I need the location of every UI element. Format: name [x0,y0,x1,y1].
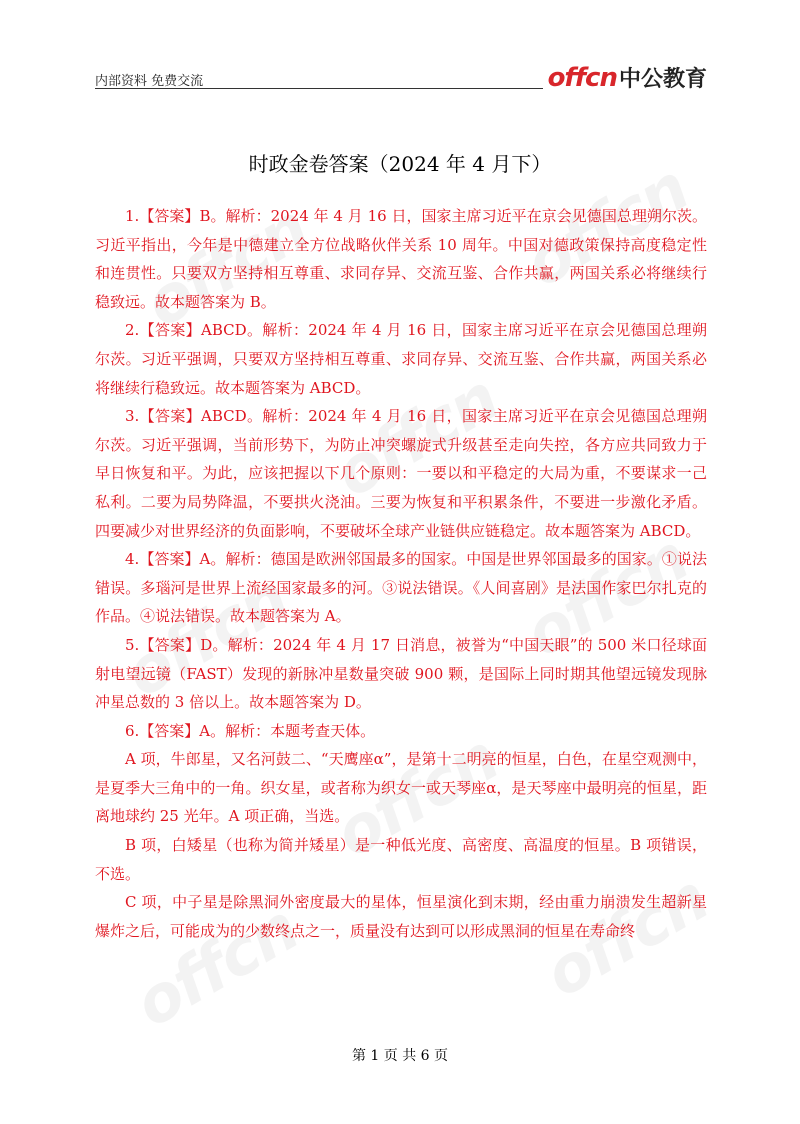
page-number: 第 1 页 共 6 页 [351,1048,449,1064]
answer-paragraph: 3.【答案】ABCD。解析：2024 年 4 月 16 日，国家主席习近平在京会见德国总理朔尔茨。习近平强调，当前形势下，为防止冲突螺旋式升级甚至走向失控，各方应共同致力于早日恢复和平。为此，应该把握以下几个原则：一要以和平稳定的大局为重，不要谋求一己私利。二要为局势降温，不要拱火浇油。三要为恢复和平积累条件，不要进一步激化矛盾。四要减少对世界经济的负面影响，不要破坏全球产业链供应链稳定。故本题答案为 ABCD。 [95,407,707,540]
logo-chinese-text: 中公教育 [618,67,707,92]
answer-paragraph: 1.【答案】B。解析：2024 年 4 月 16 日，国家主席习近平在京会见德国总理朔尔茨。习近平指出，今年是中德建立全方位战略伙伴关系 10 周年。中国对德政策保持高度稳定性和连贯性。只要双方坚持相互尊重、求同存异、交流互鉴、合作共赢，两国关系必将继续行稳致远。故本题答案为 B。 [95,207,707,311]
answer-paragraph: 2.【答案】ABCD。解析：2024 年 4 月 16 日，国家主席习近平在京会见德国总理朔尔茨。习近平强调，只要双方坚持相互尊重、求同存异、交流互鉴、合作共赢，两国关系必将继续行稳致远。故本题答案为 ABCD。 [95,321,707,397]
header-divider [95,88,543,89]
logo-latin-text: offcn [547,63,617,93]
header-label: 内部资料 免费交流 [95,74,204,89]
answer-paragraph: A 项，牛郎星，又名河鼓二、“天鹰座α”，是第十二明亮的恒星，白色，在星空观测中，是夏季大三角中的一角。织女星，或者称为织女一或天琴座α，是天琴座中最明亮的恒星，距离地球约 25 光年。A 项正确，当选。 [95,750,707,826]
answer-content [95,202,707,945]
answer-paragraph: C 项，中子星是除黑洞外密度最大的星体，恒星演化到末期，经由重力崩溃发生超新星爆炸之后，可能成为的少数终点之一，质量没有达到可以形成黑洞的恒星在寿命终 [95,893,707,940]
offcn-logo [548,62,707,93]
answer-paragraph: B 项，白矮星（也称为简并矮星）是一种低光度、高密度、高温度的恒星。B 项错误，不选。 [95,836,707,883]
answer-paragraph: 5.【答案】D。解析：2024 年 4 月 17 日消息，被誉为“中国天眼”的 500 米口径球面射电望远镜（FAST）发现的新脉冲星数量突破 900 颗，是国际上同时期其他望远镜发现脉冲星总数的 3 倍以上。故本题答案为 D。 [95,635,707,712]
answer-paragraph: 6.【答案】A。解析：本题考查天体。 [125,721,376,740]
answer-paragraph: 4.【答案】A。解析：德国是欧洲邻国最多的国家。中国是世界邻国最多的国家。①说法错误。多瑙河是世界上流经国家最多的河。③说法错误。《人间喜剧》是法国作家巴尔扎克的作品。④说法错误。故本题答案为 A。 [95,550,707,626]
document-title: 时政金卷答案（2024 年 4 月下） [248,152,552,176]
page-header [95,60,707,92]
